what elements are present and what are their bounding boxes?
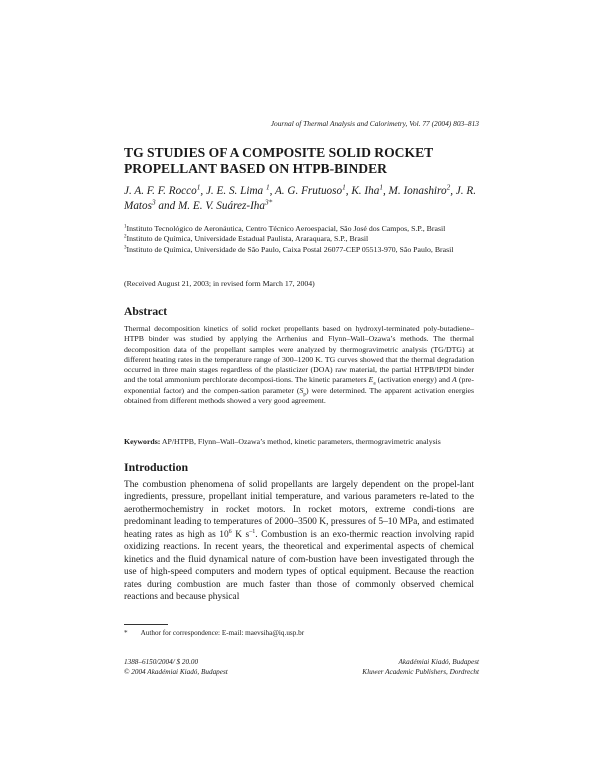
author-name: , K. Iha: [345, 185, 380, 197]
author-affiliation-mark: 3: [151, 198, 156, 207]
author-name: , M. Ionashiro: [382, 185, 447, 197]
abstract-heading: Abstract: [124, 305, 168, 318]
footer-right: [362, 657, 479, 677]
introduction-body: [124, 479, 474, 604]
affiliation-text: Instituto de Química, Universidade de São Paulo, Caixa Postal 26077-CEP 05513-970, São Paulo, Brasil: [126, 244, 454, 254]
introduction-text: . Combustion is an exo-thermic reaction involving rapid oxidizing reactions. In recent years, the theoretical and experimental aspects of chemical kinetics and the fluid dynamical nature of com-bustion have been investigated through the use of high-speed computers and modern types of optical equipment. Because the reaction rates during combustion are much faster than those of commonly observed chemical reactions and because physical: [124, 529, 475, 603]
issn-price: 1388–6150/2004/ $ 20.00: [124, 658, 199, 666]
paper-title: [124, 145, 484, 177]
author-affiliation-mark: 1: [379, 183, 383, 192]
introduction-text: K s: [231, 529, 250, 540]
keywords-label: Keywords:: [124, 437, 161, 446]
received-dates: (Received August 21, 2003; in revised form March 17, 2004): [124, 279, 315, 288]
title-line-2: PROPELLANT BASED ON HTPB-BINDER: [124, 161, 387, 176]
keywords-text: AP/HTPB, Flynn–Wall–Ozawa’s method, kinetic parameters, thermogravimetric analysis: [160, 437, 441, 446]
activation-energy-subscript: a: [373, 380, 376, 387]
author-name: , J. R. Matos: [124, 185, 476, 212]
author-name: , A. G. Frutuoso: [269, 185, 343, 197]
abstract-text: (pre-exponential factor) and the compen-sation parameter (: [124, 375, 474, 395]
abstract-body: [124, 324, 474, 406]
publisher-1: Akadémiai Kiadó, Budapest: [398, 658, 479, 666]
footer-left: [124, 657, 228, 677]
abstract-text: (activation energy) and: [375, 375, 453, 385]
author-affiliation-mark: 2: [446, 183, 451, 192]
correspondence-footnote: [124, 629, 304, 637]
exponent: –1: [249, 528, 256, 535]
copyright: © 2004 Akadémiai Kiadó, Budapest: [124, 668, 228, 676]
author-affiliation-mark: 1: [342, 183, 346, 192]
introduction-text: The combustion phenomena of solid propellants are largely dependent on the propel-lant ingredients, pressure, propellant initial temperature, and various parameters re-lated to the aerothermochemistry in rocket motors. In rocket motors, extreme condi-tions are predominant leading to temperatures of 2000–3500 K, pressures of 5–10 MPa, and estimated heating rates as high as 10: [124, 480, 474, 540]
author-list: [124, 184, 484, 214]
author-affiliation-mark: 3*: [265, 198, 273, 207]
title-line-1: TG STUDIES OF A COMPOSITE SOLID ROCKET: [124, 145, 434, 160]
footnote-divider: [124, 624, 168, 625]
author-affiliation-mark: 1: [196, 183, 201, 192]
author-name: J. A. F. F. Rocco: [124, 185, 197, 197]
abstract-text: Thermal decomposition kinetics of solid rocket propellants based on hydroxyl-terminated poly-butadiene–HTPB binder was studied by applying the Arrhenius and Flynn–Wall–Ozawa’s methods. The thermal decomposition data of the propellant samples were analyzed by thermogravimetric analysis (TG/DTG) at different heating rates in the temperature range of 300–1200 K. TG curves showed that the thermal degradation occurred in three main stages regardless of the plasticizer (DOA) raw material, the partial HTPB/IPDI binder and the total ammonium perchlorate decomposi-tions. The kinetic parameters: [124, 324, 474, 385]
author-affiliation-mark: 1: [265, 183, 270, 192]
publisher-2: Kluwer Academic Publishers, Dordrecht: [362, 668, 479, 676]
author-name: and M. E. V. Suárez-Iha: [155, 200, 265, 212]
compensation-parameter-symbol: S: [299, 385, 304, 395]
footnote-text: Author for correspondence: E-mail: maevsiha@iq.usp.br: [140, 629, 305, 637]
author-name: , J. E. S. Lima: [200, 185, 266, 197]
affiliation-number: 2: [124, 233, 127, 240]
affiliation: [124, 245, 484, 255]
affiliation-text: Instituto Tecnológico de Aeronáutica, Centro Técnico Aeroespacial, São José dos Campos, S.P., Brasil: [126, 224, 446, 233]
affiliation-text: Instituto de Química, Universidade Estadual Paulista, Araraquara, S.P., Brasil: [126, 234, 369, 244]
journal-citation: Journal of Thermal Analysis and Calorimetry, Vol. 77 (2004) 803–813: [270, 119, 479, 128]
keywords: [124, 437, 474, 446]
compensation-parameter-subscript: p: [303, 391, 306, 398]
pre-exponential-symbol: A: [452, 375, 457, 385]
affiliation-list: [124, 224, 484, 255]
exponent: 6: [228, 528, 232, 535]
abstract-text: ) were determined. The apparent activation energies obtained from different methods showed a very good agreement.: [124, 385, 474, 405]
activation-energy-symbol: E: [368, 375, 374, 385]
introduction-heading: Introduction: [124, 460, 189, 474]
footnote-mark: *: [124, 629, 128, 637]
affiliation-number: 1: [124, 223, 127, 230]
affiliation-number: 3: [124, 244, 127, 250]
affiliation: [124, 224, 484, 234]
affiliation: [124, 234, 484, 244]
